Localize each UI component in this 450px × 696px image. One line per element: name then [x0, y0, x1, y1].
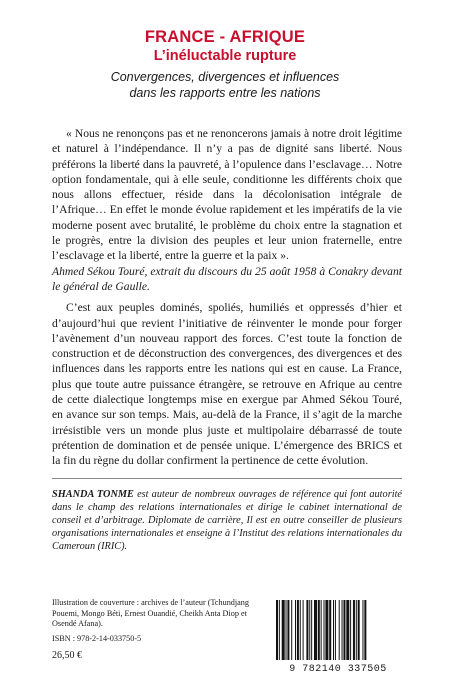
barcode-bar: [318, 600, 320, 660]
price: 26,50 €: [52, 650, 82, 661]
barcode: [272, 598, 404, 684]
barcode-bar: [309, 600, 310, 660]
barcode-bar: [279, 600, 280, 660]
barcode-bar: [343, 600, 345, 660]
barcode-bar: [325, 600, 328, 660]
barcode-bar: [286, 600, 287, 660]
barcode-bar: [335, 600, 336, 660]
barcode-bar: [287, 600, 289, 660]
divider: [52, 478, 402, 479]
barcode-bar: [353, 600, 355, 660]
barcode-bar: [291, 600, 292, 660]
author-bio: [52, 488, 402, 553]
barcode-bar: [295, 600, 296, 660]
book-title: FRANCE - AFRIQUE: [144, 28, 306, 46]
barcode-bar: [342, 600, 343, 660]
blurb: [52, 126, 402, 469]
barcode-bar: [297, 600, 299, 660]
barcode-bar: [350, 600, 351, 660]
barcode-bar: [339, 600, 340, 660]
book-subtitle-line2: dans les rapports entre les nations: [129, 86, 321, 100]
book-title-line2: L’inéluctable rupture: [153, 48, 297, 64]
barcode-bar: [314, 600, 317, 660]
barcode-bar: [329, 600, 331, 660]
isbn: ISBN : 978-2-14-033750-5: [52, 634, 142, 643]
barcode-bar: [333, 600, 334, 660]
barcode-number: 9 782140 337505: [289, 664, 387, 675]
barcode-bar: [303, 600, 304, 660]
quote-text: « Nous ne renonçons pas et ne renoncerons jamais à notre droit légitime et naturel à l’indépendance. Il n’y a pas de dignité sans liberté. Nous préférons la liberté dans la pauvreté, à l’opulence dans l’esclavage… Notre option fondamentale, qui à elle seule, conditionne les différents choix que nous allons effectuer, réside dans la décolonisation intégrale de l’Afrique… En effet le monde évolue rapidement et les impératifs de la vie moderne posent avec brutalité, le problème du choix entre la stagnation et le progrès, entre la division des peuples et leur union fraternelle, entre l’esclavage et la liberté, entre la guerre et la paix ».: [52, 127, 402, 263]
barcode-bars: [272, 598, 404, 662]
barcode-bar: [364, 600, 366, 660]
barcode-bar: [324, 600, 325, 660]
barcode-bar: [358, 600, 360, 660]
barcode-bar: [356, 600, 357, 660]
barcode-bar: [300, 600, 301, 660]
blurb-paragraph: C’est aux peuples dominés, spoliés, humiliés et oppressés d’hier et d’aujourd’hui que revient l’initiative de réinventer le monde pour forger l’avènement d’un nouveau rapport des forces. C’est toute la fonction de construction et de déconstruction des convergences, des divergences et des influences dans les rapports entre les nations qui est en cause. La France, plus que toute autre puissance étrangère, se retrouve en Afrique au centre de cette dialectique longtemps mise en exergue par Ahmed Sékou Touré, en avance sur son temps. Mais, au-delà de la France, il s’agit de la marche irrésistible vers un monde plus juste et multipolaire débarrassé de toute prétention de domination et de pensée unique. L’émergence des BRICS et la fin du règne du dollar confirment la pertinence de cette évolution.: [52, 301, 402, 468]
author-bio-text: est auteur de nombreux ouvrages de référence qui font autorité dans le champ des relations internationales et dirige le cabinet international de conseil et d’arbitrage. Diplomate de carrière, Il est en outre conseiller de plusieurs organisations internationales et enseigne à l’Institut des relations internationales du Cameroun (IRIC).: [52, 489, 402, 552]
book-subtitle: Convergences, divergences et influences: [110, 70, 340, 84]
author-name: SHANDA TONME: [52, 489, 134, 500]
barcode-bar: [306, 600, 308, 660]
cover-credits: Illustration de couverture : archives de l’auteur (Tchundjang Pouemi, Mongo Béti, Ernest Ouandié, Cheikh Anta Diop et Osendé Afana).: [52, 598, 249, 628]
barcode-bar: [282, 600, 285, 660]
barcode-bar: [311, 600, 312, 660]
barcode-bar: [321, 600, 322, 660]
barcode-bar: [276, 600, 278, 660]
quote-source: Ahmed Sékou Touré, extrait du discours du 25 août 1958 à Conakry devant le général de Gaulle.: [52, 264, 402, 293]
barcode-bar: [346, 600, 349, 660]
barcode-bar: [362, 600, 363, 660]
